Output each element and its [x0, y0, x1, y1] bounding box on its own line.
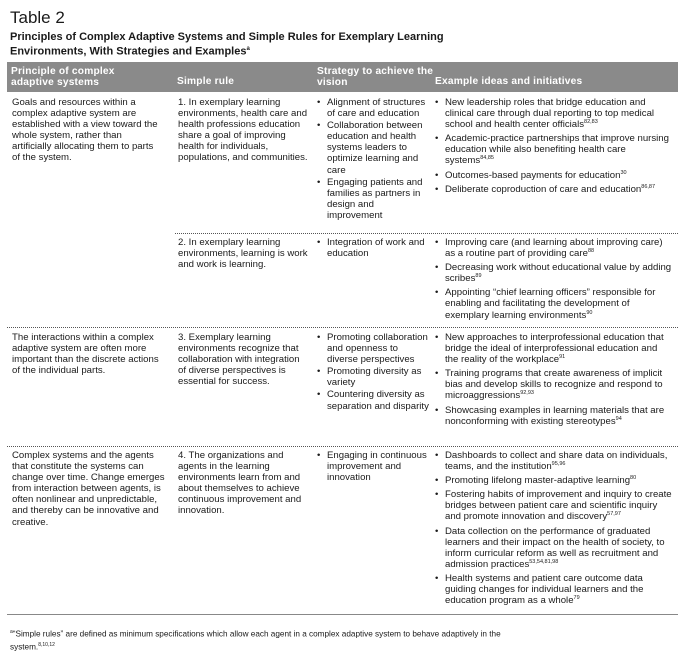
caption-note-mark: a	[246, 46, 250, 52]
strategy-item: • Collaboration between education and health systems leaders to optimize learning and care	[317, 120, 429, 175]
example-item: • Outcomes-based payments for education$^{30}$	[435, 170, 673, 181]
row1-rule: 1. In exemplary learning environments, health care and health professions education share a goal of improving health for individuals, populations, and communities.	[178, 97, 308, 164]
row3-rule: 3. Exemplary learning environments recognize that collaboration with integration of diverse perspectives is essential for success.	[178, 332, 300, 388]
row-separator	[7, 327, 678, 328]
example-item: • Promoting lifelong master-adaptive learning$^{80}$	[435, 475, 673, 486]
example-item: • Dashboards to collect and share data on individuals, teams, and the institution$^{95,96}$	[435, 450, 673, 472]
example-item: • Fostering habits of improvement and inquiry to create bridges between patient care and scientific inquiry and promote innovation and discovery$^{57,97}$	[435, 489, 673, 522]
row-separator	[7, 446, 678, 447]
example-item: • Improving care (and learning about improving care) as a routine part of providing care$^{88}$	[435, 237, 673, 259]
row1-strategies	[317, 97, 429, 221]
row4-rule: 4. The organizations and agents in the learning environments learn from and about themselves to achieve continuous improvement and innovation.	[178, 450, 302, 517]
row-separator	[175, 233, 678, 234]
row1-principle: Goals and resources within a complex adaptive system are established with a view toward the whole system, rather than artificially allocating them to parts of the system.	[12, 97, 158, 164]
row4-examples	[435, 450, 673, 606]
strategy-item: • Promoting collaboration and openness to diverse perspectives	[317, 332, 429, 365]
example-item: • New leadership roles that bridge education and clinical care through dual reporting to top medical school and health center officials$^{82,83}$	[435, 97, 673, 130]
table-header	[7, 62, 678, 92]
table-caption	[10, 31, 490, 58]
caption-text: Principles of Complex Adaptive Systems and Simple Rules for Exemplary Learning Environments, With Strategies and Examples	[10, 31, 444, 58]
header-simple-rule: Simple rule	[177, 76, 235, 87]
strategy-item: • Alignment of structures of care and education	[317, 97, 429, 119]
row2-rule: 2. In exemplary learning environments, learning is work and work is learning.	[178, 237, 308, 271]
row3-examples	[435, 332, 673, 427]
example-item: • Health systems and patient care outcome data guiding changes for individual learners and the education program as a whole$^{79}$	[435, 573, 673, 606]
table-label: Table 2	[10, 8, 65, 27]
row4-principle: Complex systems and the agents that constitute the systems can change over time. Change emerges from interaction between agents, is often nonlinear and unpredictable, and thereby can be innovative and creative.	[12, 450, 165, 528]
example-item: • Decreasing work without educational value by adding scribes$^{89}$	[435, 262, 673, 284]
table-footnote	[10, 627, 510, 653]
strategy-item: • Engaging patients and families as partners in design and improvement	[317, 177, 429, 221]
example-item: • Training programs that create awareness of implicit bias and develop skills to recognize and respond to microaggressions$^{92,93}$	[435, 368, 673, 401]
row2-examples	[435, 237, 673, 321]
strategy-item: • Promoting diversity as variety	[317, 366, 429, 388]
example-item: • New approaches to interprofessional education that bridge the ideal of interprofessional education and the reality of the workplace$^{91}$	[435, 332, 673, 365]
header-principle: Principle of complex adaptive systems	[11, 66, 115, 88]
strategy-item: • Engaging in continuous improvement and innovation	[317, 450, 429, 483]
row3-principle: The interactions within a complex adaptive system are often more important than the discrete actions of the individual parts.	[12, 332, 159, 377]
example-item: • Data collection on the performance of graduated learners and their impact on the health of society, to inform curricular reform as well as recruitment and admission practices$^{53,54,81,98}$	[435, 526, 673, 570]
example-item: • Academic-practice partnerships that improve nursing education while also benefiting health care systems$^{84,85}$	[435, 133, 673, 166]
table-bottom-rule	[7, 614, 678, 615]
strategy-item: • Countering diversity as separation and disparity	[317, 389, 429, 411]
row4-strategies	[317, 450, 429, 483]
example-item: • Appointing “chief learning officers” responsible for enabling and facilitating the development of exemplary learning environments$^{90}$	[435, 287, 673, 320]
footnote-text: “Simple rules” are defined as minimum specifications which allow each agent in a complex adaptive system to behave adaptively in the system.	[10, 629, 501, 652]
footnote-ref: 8,10,12	[38, 642, 55, 649]
footnote-mark: a	[10, 629, 13, 635]
row2-strategies	[317, 237, 429, 259]
strategy-item: • Integration of work and education	[317, 237, 429, 259]
header-strategy: Strategy to achieve the vision	[317, 66, 434, 88]
row1-examples	[435, 97, 673, 195]
example-item: • Deliberate coproduction of care and education$^{86,87}$	[435, 184, 673, 195]
header-examples: Example ideas and initiatives	[435, 76, 583, 87]
row3-strategies	[317, 332, 429, 412]
example-item: • Showcasing examples in learning materials that are nonconforming with existing stereotypes$^{94}$	[435, 405, 673, 427]
